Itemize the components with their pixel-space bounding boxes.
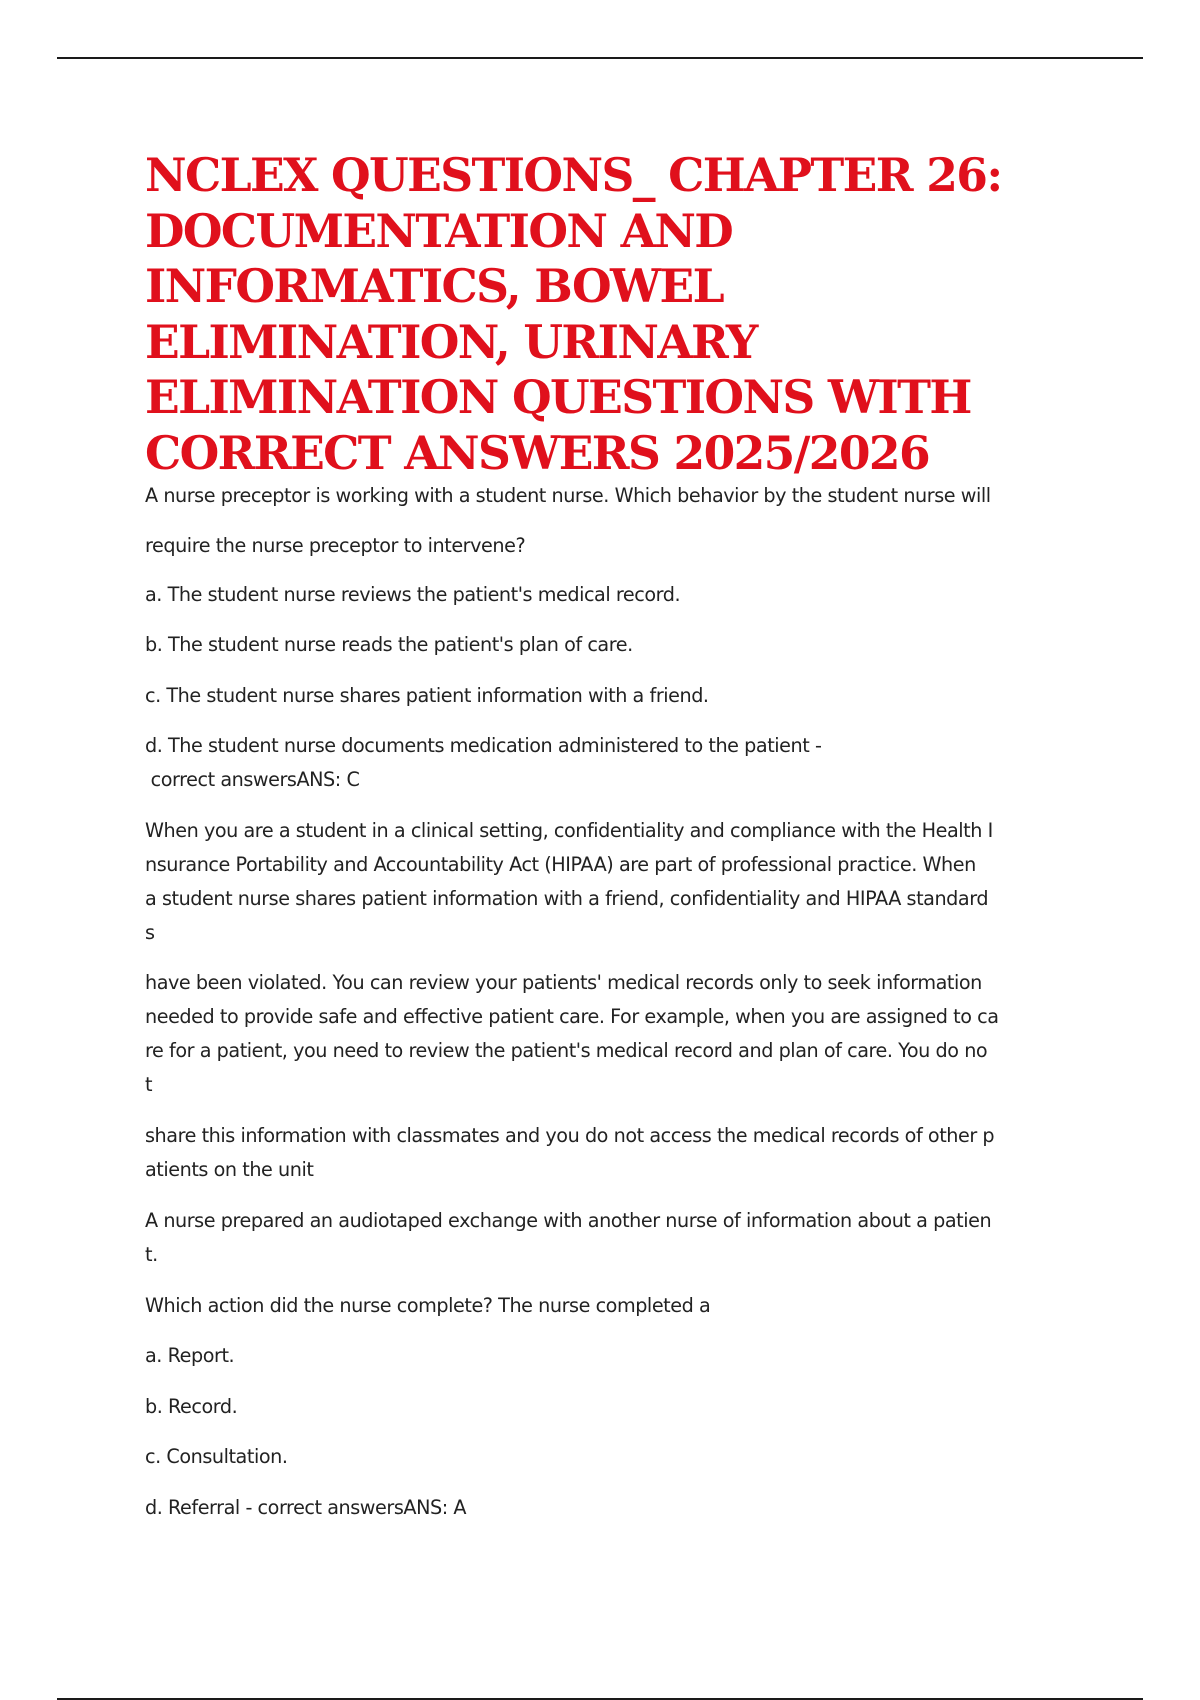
question-1-rationale: share this information with classmates and you do not access the medical records of other p (145, 1124, 995, 1147)
question-1-answer: correct answersANS: C (145, 768, 360, 791)
question-1-rationale: t (145, 1073, 153, 1096)
title-line: INFORMATICS, BOWEL (145, 259, 723, 313)
question-2-stem: Which action did the nurse complete? The nurse completed a (145, 1294, 711, 1317)
top-rule (57, 57, 1143, 59)
question-1-option-a: a. The student nurse reviews the patient's medical record. (145, 583, 681, 606)
question-1-rationale: When you are a student in a clinical setting, confidentiality and compliance with the Health I (145, 819, 993, 842)
question-1-rationale: atients on the unit (145, 1158, 314, 1181)
title-line: ELIMINATION QUESTIONS WITH (145, 370, 971, 424)
document-title (145, 148, 1105, 481)
question-2-stem: t. (145, 1243, 158, 1266)
question-2-option-d: d. Referral - correct answersANS: A (145, 1496, 467, 1519)
question-1-rationale: a student nurse shares patient information with a friend, confidentiality and HIPAA standard (145, 887, 989, 910)
question-2-option-b: b. Record. (145, 1395, 238, 1418)
question-1-rationale: have been violated. You can review your patients' medical records only to seek information (145, 971, 982, 994)
question-1-rationale: needed to provide safe and effective patient care. For example, when you are assigned to ca (145, 1005, 999, 1028)
title-line: DOCUMENTATION AND (145, 203, 733, 258)
question-1-stem: require the nurse preceptor to intervene? (145, 534, 526, 557)
title-line: NCLEX QUESTIONS_ CHAPTER 26: (145, 148, 1002, 202)
question-2-stem: A nurse prepared an audiotaped exchange with another nurse of information about a patien (145, 1209, 992, 1232)
question-1-rationale: s (145, 921, 155, 944)
question-2-option-a: a. Report. (145, 1344, 235, 1367)
question-1-rationale: nsurance Portability and Accountability Act (HIPAA) are part of professional practice. When (145, 853, 976, 876)
question-1-option-b: b. The student nurse reads the patient's plan of care. (145, 633, 633, 656)
question-1-option-d: d. The student nurse documents medication administered to the patient - (145, 734, 822, 757)
question-1-stem: A nurse preceptor is working with a student nurse. Which behavior by the student nurse will (145, 484, 991, 507)
title-line: ELIMINATION, URINARY (145, 314, 757, 369)
question-1-rationale: re for a patient, you need to review the patient's medical record and plan of care. You do no (145, 1039, 988, 1062)
title-line: CORRECT ANSWERS 2025/2026 (145, 425, 929, 480)
question-2-option-c: c. Consultation. (145, 1445, 288, 1468)
question-1-option-c: c. The student nurse shares patient information with a friend. (145, 684, 709, 707)
